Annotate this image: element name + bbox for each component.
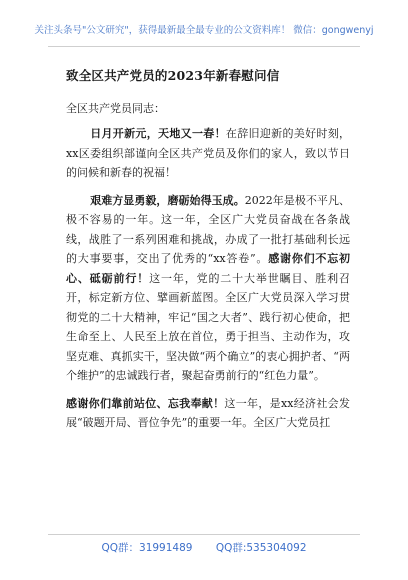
paragraph-text: 这一年，党的二十大举世瞩目、胜利召开，标定新方位、擘画新蓝图。全区广大党员深入学习贯彻党的二十大精神，牢记“国之大者”、践行初心使命，把生命至上、人民至上放在首位，勇于担当、主动作为，攻坚克难、真抓实干，坚决做“两个确立”的衷心拥护者、“两个维护”的忠诚践行者，聚起奋勇前行的“红色力量”。 [66, 271, 351, 382]
footer-divider [48, 534, 360, 535]
header-banner: 关注头条号"公文研究"，获得最新最全最专业的公文资料库！ 微信：gongwenyj [34, 25, 374, 36]
footer [0, 540, 408, 555]
paragraph [66, 191, 350, 386]
document-title: 致全区共产党员的2023年新春慰问信 [66, 68, 280, 83]
paragraph-emphasis: 感谢你们靠前站位、忘我奉献！ [66, 396, 225, 410]
paragraph-text: 这一年，是xx经济社会发展“破题开局、晋位争先”的重要一年。全区广大党员扛 [66, 396, 350, 429]
paragraph-text: 2022年是极不平凡、极不容易的一年。这一年，全区广大党员奋战在各条战线，战胜了一系列困难和挑战，办成了一批打基础利长远的大事要事，交出了优秀的“xx答卷”。 [66, 193, 350, 265]
paragraph [66, 124, 350, 183]
paragraph-emphasis: 艰难方显勇毅，磨砺始得玉成。 [90, 193, 245, 207]
paragraph-emphasis: 日月开新元，天地又一春！ [90, 127, 226, 140]
paragraph-emphasis: 感谢你们不忘初心、砥砺前行！ [66, 252, 351, 285]
paragraph-text: 在辞旧迎新的美好时刻，xx区委组织部谨向全区共产党员及你们的家人，致以节日的问候和新春的祝福！ [66, 127, 351, 179]
qq-group-1: QQ群：31991489 [101, 542, 193, 554]
document-body [66, 124, 350, 441]
header-divider [48, 46, 360, 47]
paragraph [66, 394, 350, 433]
salutation: 全区共产党员同志： [66, 102, 165, 115]
qq-group-2: QQ群:535304092 [215, 542, 307, 554]
